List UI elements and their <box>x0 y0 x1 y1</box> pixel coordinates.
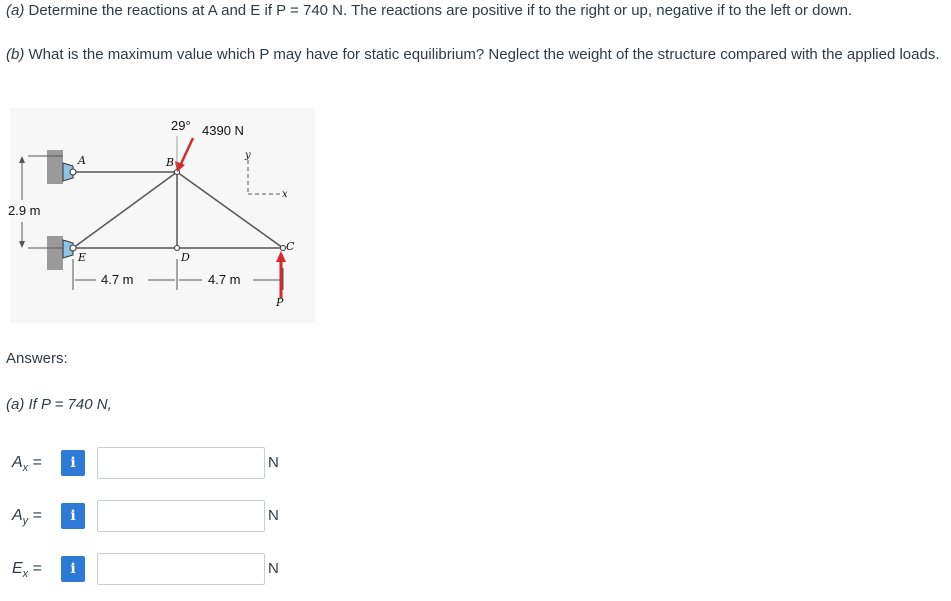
force-label: 4390 N <box>202 123 244 138</box>
label-a: A <box>78 154 86 167</box>
answer-unit-ay: N <box>268 507 279 524</box>
info-icon[interactable]: i <box>61 556 85 582</box>
info-icon[interactable]: i <box>61 450 85 476</box>
frame-diagram <box>0 108 315 323</box>
answer-unit-ex: N <box>268 560 279 577</box>
answer-var-ay: $A_y$ = <box>12 507 42 528</box>
pin-c <box>281 246 286 251</box>
label-p: P <box>276 296 284 309</box>
part-a-text: Determine the reactions at A and E if P = 740 N. The reactions are positive if to the right or up, negative if to the left or down. <box>24 2 853 19</box>
answer-row-ay <box>0 499 951 535</box>
answer-input-ex[interactable] <box>97 553 265 585</box>
pin-a <box>70 169 76 175</box>
label-d: D <box>181 251 190 264</box>
part-b-text: What is the maximum value which P may have for static equilibrium? Neglect the weight of the structure compared with the applied loads. <box>24 46 940 63</box>
label-e: E <box>78 251 87 264</box>
answer-input-ay[interactable] <box>97 500 265 532</box>
wall-support-a <box>47 150 63 184</box>
height-label: 2.9 m <box>8 203 41 218</box>
answer-row-ax <box>0 446 951 482</box>
answer-row-ex <box>0 552 951 588</box>
part-b-prefix: (b) <box>6 46 25 63</box>
axis-y-label: y <box>245 150 251 161</box>
answer-input-ax[interactable] <box>97 447 265 479</box>
info-icon[interactable]: i <box>61 503 85 529</box>
angle-label: 29° <box>171 118 191 133</box>
span1-label: 4.7 m <box>101 272 134 287</box>
part-a-prefix: (a) <box>6 2 25 19</box>
pin-e <box>70 245 76 251</box>
answer-var-ax: $A_x$ = <box>12 454 42 475</box>
wall-support-e <box>47 236 63 270</box>
question-part-b <box>6 44 941 66</box>
answers-heading: Answers: <box>6 350 68 367</box>
pin-d <box>175 246 180 251</box>
answer-unit-ax: N <box>268 454 279 471</box>
answer-var-ex: $E_x$ = <box>12 560 42 581</box>
span2-label: 4.7 m <box>208 272 241 287</box>
question-part-a <box>6 0 852 22</box>
figure-background <box>10 108 315 323</box>
label-b: B <box>166 156 175 169</box>
axis-x-label: x <box>282 189 288 200</box>
label-c: C <box>286 240 295 253</box>
part-a-heading: (a) If P = 740 N, <box>6 396 112 413</box>
